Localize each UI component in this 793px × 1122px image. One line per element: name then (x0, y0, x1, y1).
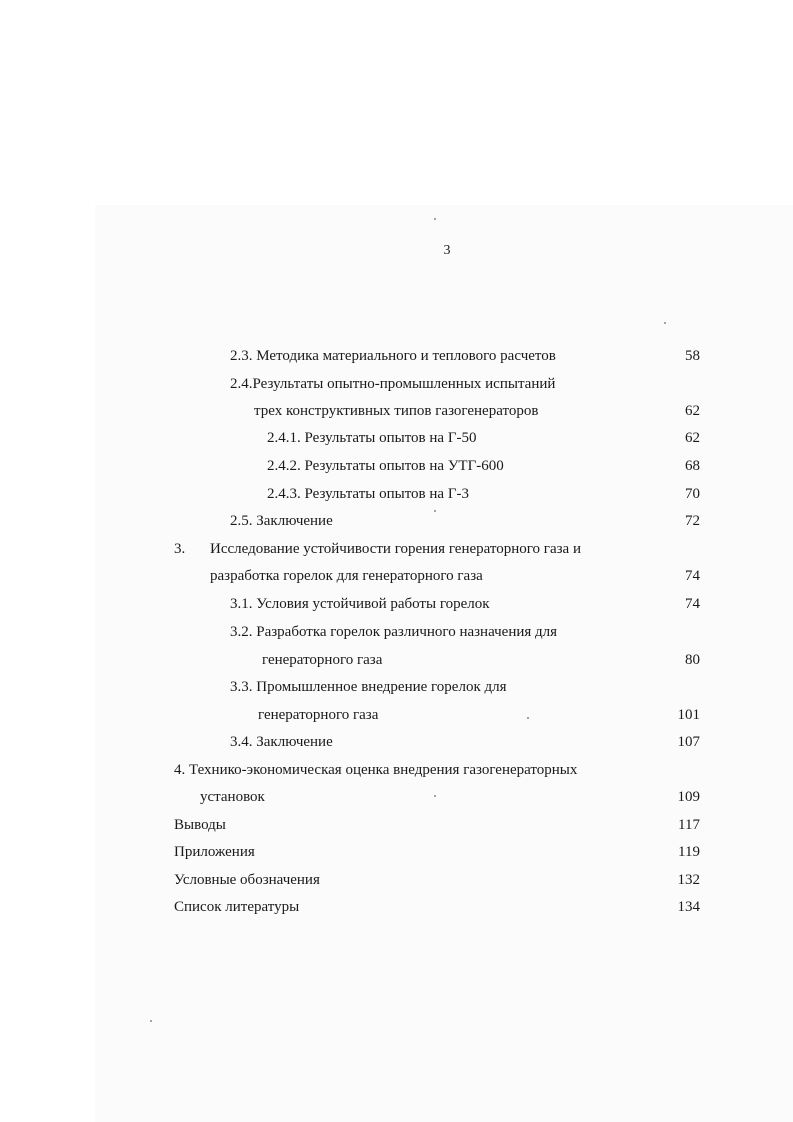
toc-entry-title: 2.3. Методика материального и теплового расчетов (230, 348, 556, 364)
toc-entry (0, 705, 793, 725)
scan-speck (434, 510, 436, 512)
toc-entry (0, 374, 793, 394)
toc-entry-title: Приложения (174, 844, 255, 860)
toc-entry (0, 677, 793, 697)
toc-entry-page: 107 (677, 734, 700, 750)
toc-entry-page: 68 (685, 458, 700, 474)
toc-entry-title: генераторного газа (258, 707, 379, 723)
toc-entry-title: трех конструктивных типов газогенераторов (254, 403, 539, 419)
toc-entry (0, 732, 793, 752)
toc-entry-page: 134 (677, 899, 700, 915)
toc-entry-title: 3.1. Условия устойчивой работы горелок (230, 596, 490, 612)
toc-entry-page: 132 (677, 872, 700, 888)
toc-entry-title: разработка горелок для генераторного газа (210, 568, 483, 584)
toc-entry (0, 760, 793, 780)
toc-entry-page: 109 (677, 789, 700, 805)
toc-entry-title: 3.3. Промышленное внедрение горелок для (230, 679, 507, 695)
toc-entry-title: 3.2. Разработка горелок различного назначения для (230, 624, 558, 640)
toc-entry-page: 74 (685, 596, 700, 612)
toc-entry (0, 897, 793, 917)
toc-entry-page: 101 (677, 707, 700, 723)
toc-entry-page: 62 (685, 403, 700, 419)
toc-entry (0, 484, 793, 504)
toc-entry-page: 80 (685, 652, 700, 668)
toc-entry (0, 594, 793, 614)
toc-entry-title: Исследование устойчивости горения генераторного газа и (210, 541, 581, 557)
toc-entry (0, 650, 793, 670)
toc-entry-title: 3.4. Заключение (230, 734, 333, 750)
toc-entry (0, 401, 793, 421)
toc-entry-number: 3. (174, 541, 186, 557)
toc-entry-title: Условные обозначения (174, 872, 320, 888)
toc-entry-page: 117 (678, 817, 700, 833)
toc-entry-title: Список литературы (174, 899, 300, 915)
toc-entry (0, 842, 793, 862)
scan-speck (150, 1020, 152, 1022)
scan-speck (664, 322, 666, 324)
toc-entry (0, 456, 793, 476)
toc-entry-title: 2.5. Заключение (230, 513, 333, 529)
toc-entry-page: 58 (685, 348, 700, 364)
toc-entry-page: 62 (685, 430, 700, 446)
toc-entry (0, 787, 793, 807)
toc-entry (0, 815, 793, 835)
toc-entry (0, 346, 793, 366)
toc-entry (0, 428, 793, 448)
toc-entry-title: 2.4.Результаты опытно-промышленных испытаний (230, 376, 556, 392)
toc-entry-page: 70 (685, 486, 700, 502)
toc-entry-title: 2.4.2. Результаты опытов на УТГ-600 (267, 458, 504, 474)
toc-entry-title: 4. Технико-экономическая оценка внедрения газогенераторных (174, 762, 578, 778)
scan-speck (527, 717, 529, 719)
toc-entry (0, 622, 793, 642)
toc-entry (0, 539, 793, 559)
scan-speck (434, 218, 436, 220)
toc-entry-page: 74 (685, 568, 700, 584)
toc-entry-title: 2.4.3. Результаты опытов на Г-3 (267, 486, 469, 502)
toc-entry (0, 566, 793, 586)
toc-entry (0, 870, 793, 890)
page-number: 3 (443, 243, 451, 258)
toc-entry (0, 511, 793, 531)
toc-entry-title: 2.4.1. Результаты опытов на Г-50 (267, 430, 477, 446)
toc-entry-title: установок (200, 789, 265, 805)
toc-entry-page: 119 (678, 844, 700, 860)
scan-speck (434, 795, 436, 797)
toc-entry-title: генераторного газа (262, 652, 383, 668)
toc-entry-title: Выводы (174, 817, 226, 833)
toc-entry-page: 72 (685, 513, 700, 529)
